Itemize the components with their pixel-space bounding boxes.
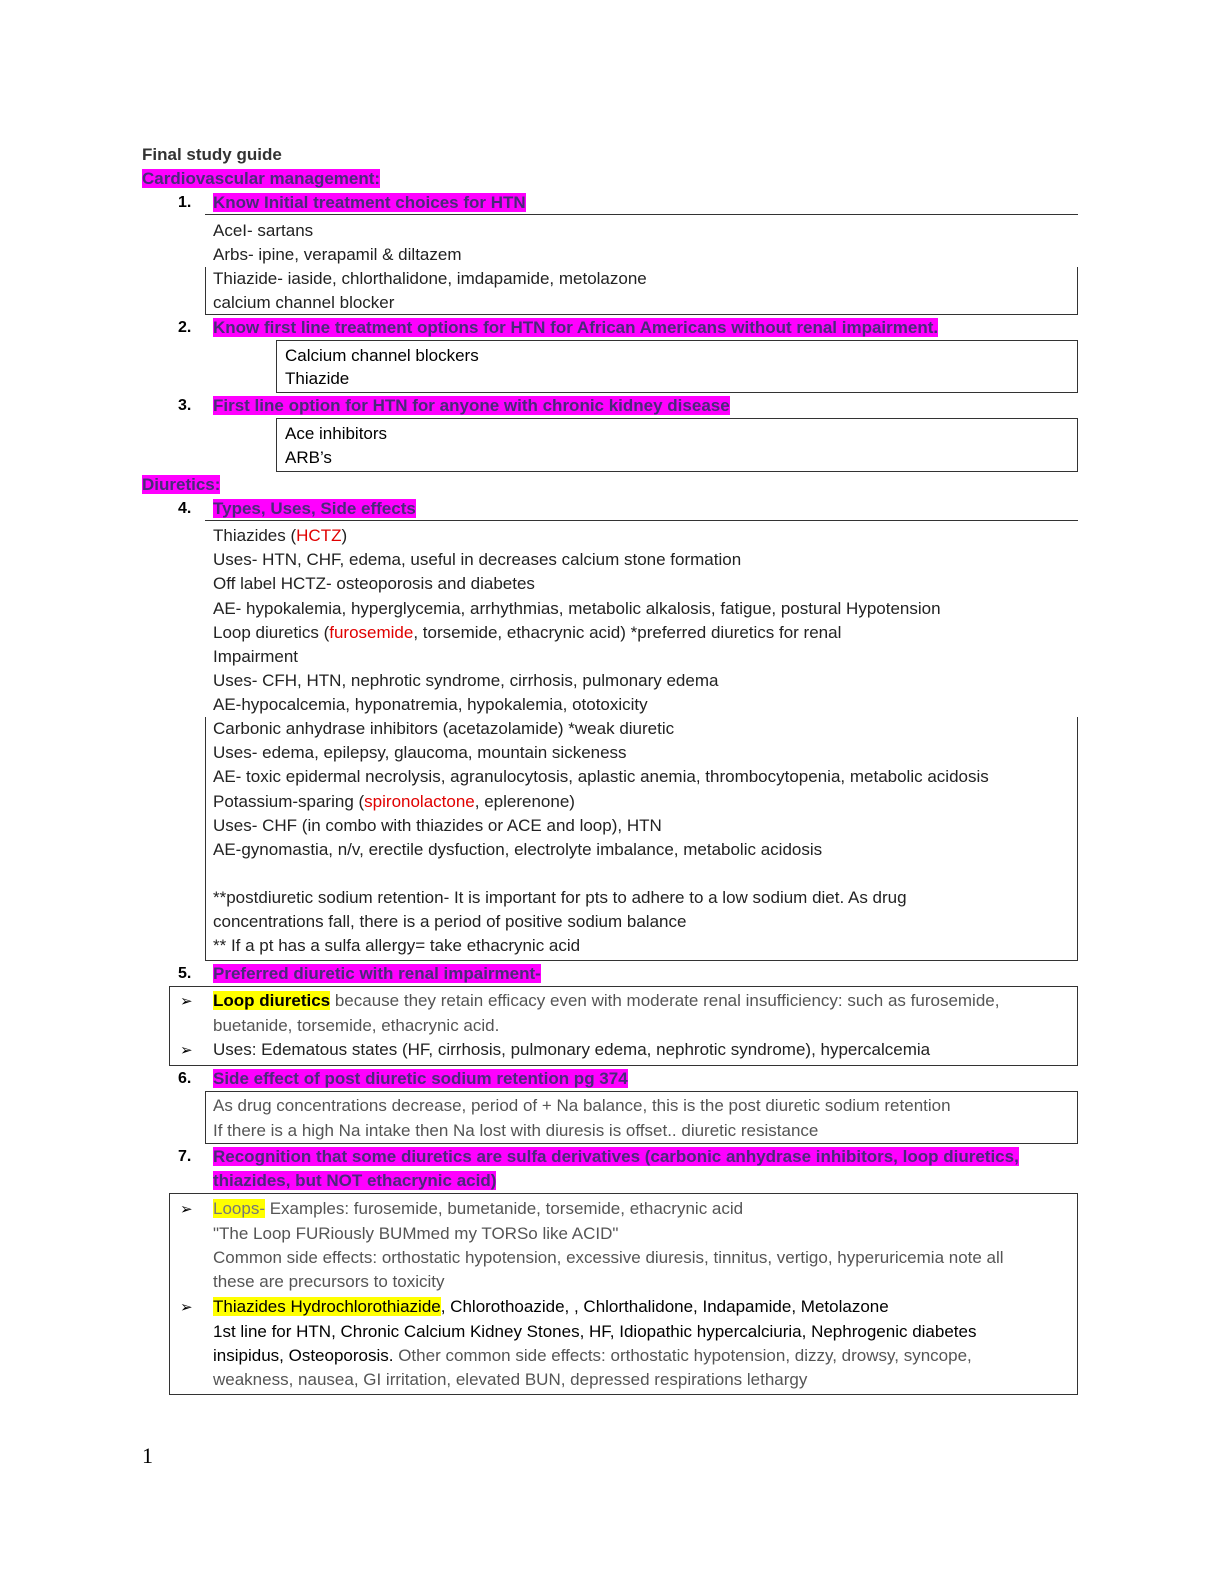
q4-box-right (1077, 717, 1078, 961)
q4-line-note-1: **postdiuretic sodium retention- It is important for pts to adhere to a low sodium diet. As drug (213, 888, 907, 907)
q1-rule (205, 214, 1078, 215)
q4-line-impairment: Impairment (213, 647, 299, 666)
q1-line-3: Thiazide- iaside, chlorthalidone, imdapamide, metolazone (213, 269, 647, 288)
q4-line-ae-potassium: AE-gynomastia, n/v, erectile dysfuction, electrolyte imbalance, metabolic acidosis (213, 840, 823, 859)
q7-bullet-1-arrow-icon: ➢ (180, 1201, 193, 1218)
q7-number: 7. (178, 1148, 192, 1165)
section-cardio-heading: Cardiovascular management: (142, 169, 381, 188)
q1-line-1: AceI- sartans (213, 221, 314, 240)
q4-line-ae-thiazide: AE- hypokalemia, hyperglycemia, arrhythmias, metabolic alkalosis, fatigue, postural Hypotension (213, 599, 941, 618)
q1-heading: Know Initial treatment choices for HTN (213, 193, 526, 212)
q6-heading: Side effect of post diuretic sodium retention pg 374 (213, 1069, 628, 1088)
q7-side-effects-1: Common side effects: orthostatic hypotension, excessive diuresis, tinnitus, vertigo, hyperuricemia note all (213, 1248, 1004, 1267)
q4-line-note-3: ** If a pt has a sulfa allergy= take ethacrynic acid (213, 936, 581, 955)
q2-line-2: Thiazide (285, 369, 350, 388)
q5-number: 5. (178, 965, 192, 982)
q4-heading: Types, Uses, Side effects (213, 499, 416, 518)
q4-line-uses-potassium: Uses- CHF (in combo with thiazides or ACE and loop), HTN (213, 816, 662, 835)
q3-answer-box (276, 418, 1078, 472)
q1-box-right (1077, 267, 1078, 315)
q5-bullet-2-arrow-icon: ➢ (180, 1042, 193, 1059)
q4-loop-line: Loop diuretics (furosemide, torsemide, ethacrynic acid) *preferred diuretics for renal (213, 623, 842, 642)
q7-mnemonic: "The Loop FURiously BUMmed my TORSo like ACID" (213, 1224, 619, 1243)
q3-line-1: Ace inhibitors (285, 424, 388, 443)
q4-line-offlabel: Off label HCTZ- osteoporosis and diabetes (213, 574, 535, 593)
q4-line-note-2: concentrations fall, there is a period of positive sodium balance (213, 912, 687, 931)
q4-line-uses-loop: Uses- CFH, HTN, nephrotic syndrome, cirrhosis, pulmonary edema (213, 671, 719, 690)
q5-heading: Preferred diuretic with renal impairment- (213, 964, 541, 983)
q4-rule (205, 520, 1078, 521)
q5-bullet-2: Uses: Edematous states (HF, cirrhosis, pulmonary edema, nephrotic syndrome), hypercalcemia (213, 1040, 931, 1059)
q2-heading: Know first line treatment options for HTN for African Americans without renal impairment. (213, 318, 939, 337)
q4-box-bottom (205, 960, 1078, 961)
q1-number: 1. (178, 194, 192, 211)
q1-line-2: Arbs- ipine, verapamil & diltazem (213, 245, 462, 264)
q4-thiazides-line: Thiazides (HCTZ) (213, 526, 348, 545)
q4-line-carbonic: Carbonic anhydrase inhibitors (acetazolamide) *weak diuretic (213, 719, 675, 738)
q7-thiazides-side-effects: weakness, nausea, GI irritation, elevated BUN, depressed respirations lethargy (213, 1370, 808, 1389)
q6-line-2: If there is a high Na intake then Na lost with diuresis is offset.. diuretic resistance (213, 1121, 819, 1140)
q7-side-effects-2: these are precursors to toxicity (213, 1272, 445, 1291)
q3-number: 3. (178, 397, 192, 414)
q3-line-2: ARB’s (285, 448, 332, 467)
page-number: 1 (142, 1443, 153, 1468)
q4-box-left (205, 717, 206, 961)
q7-heading-line-2: thiazides, but NOT ethacrynic acid) (213, 1171, 497, 1190)
q1-box-bottom (205, 314, 1078, 315)
q4-line-ae-loop: AE-hypocalcemia, hyponatremia, hypokalemia, ototoxicity (213, 695, 648, 714)
q4-potassium-line: Potassium-sparing (spironolactone, eplerenone) (213, 792, 575, 811)
q5-bullet-1-arrow-icon: ➢ (180, 993, 193, 1010)
q7-thiazides-uses-2: insipidus, Osteoporosis. Other common side effects: orthostatic hypotension, dizzy, drowsy, syncope, (213, 1346, 972, 1365)
q7-thiazides-line: Thiazides Hydrochlorothiazide, Chlorothoazide, , Chlorthalidone, Indapamide, Metolazone (213, 1297, 889, 1316)
document-title: Final study guide (142, 145, 282, 164)
q4-line-ae-carbonic: AE- toxic epidermal necrolysis, agranulocytosis, aplastic anemia, thrombocytopenia, metabolic acidosis (213, 767, 989, 786)
q2-line-1: Calcium channel blockers (285, 346, 479, 365)
q1-box-left (205, 267, 206, 315)
q3-heading: First line option for HTN for anyone with chronic kidney disease (213, 396, 730, 415)
q6-line-1: As drug concentrations decrease, period of + Na balance, this is the post diuretic sodium retention (213, 1096, 951, 1115)
q7-loops-line: Loops- Examples: furosemide, bumetanide, torsemide, ethacrynic acid (213, 1199, 744, 1218)
q4-line-uses-thiazide: Uses- HTN, CHF, edema, useful in decreases calcium stone formation (213, 550, 742, 569)
q6-number: 6. (178, 1070, 192, 1087)
q7-bullet-2-arrow-icon: ➢ (180, 1299, 193, 1316)
q5-bullet-1-cont: buetanide, torsemide, ethacrynic acid. (213, 1016, 500, 1035)
q4-number: 4. (178, 500, 192, 517)
q2-number: 2. (178, 319, 192, 336)
q7-thiazides-uses-1: 1st line for HTN, Chronic Calcium Kidney Stones, HF, Idiopathic hypercalciuria, Nephrogenic diabetes (213, 1322, 977, 1341)
q5-bullet-1: Loop diuretics because they retain efficacy even with moderate renal insufficiency: such as furosemide, (213, 991, 1000, 1010)
q1-line-4: calcium channel blocker (213, 293, 395, 312)
section-diuretics-heading: Diuretics: (142, 475, 221, 494)
q7-heading-line-1: Recognition that some diuretics are sulfa derivatives (carbonic anhydrase inhibitors, loop diuretics, (213, 1147, 1019, 1166)
q4-line-uses-carbonic: Uses- edema, epilepsy, glaucoma, mountain sickeness (213, 743, 627, 762)
